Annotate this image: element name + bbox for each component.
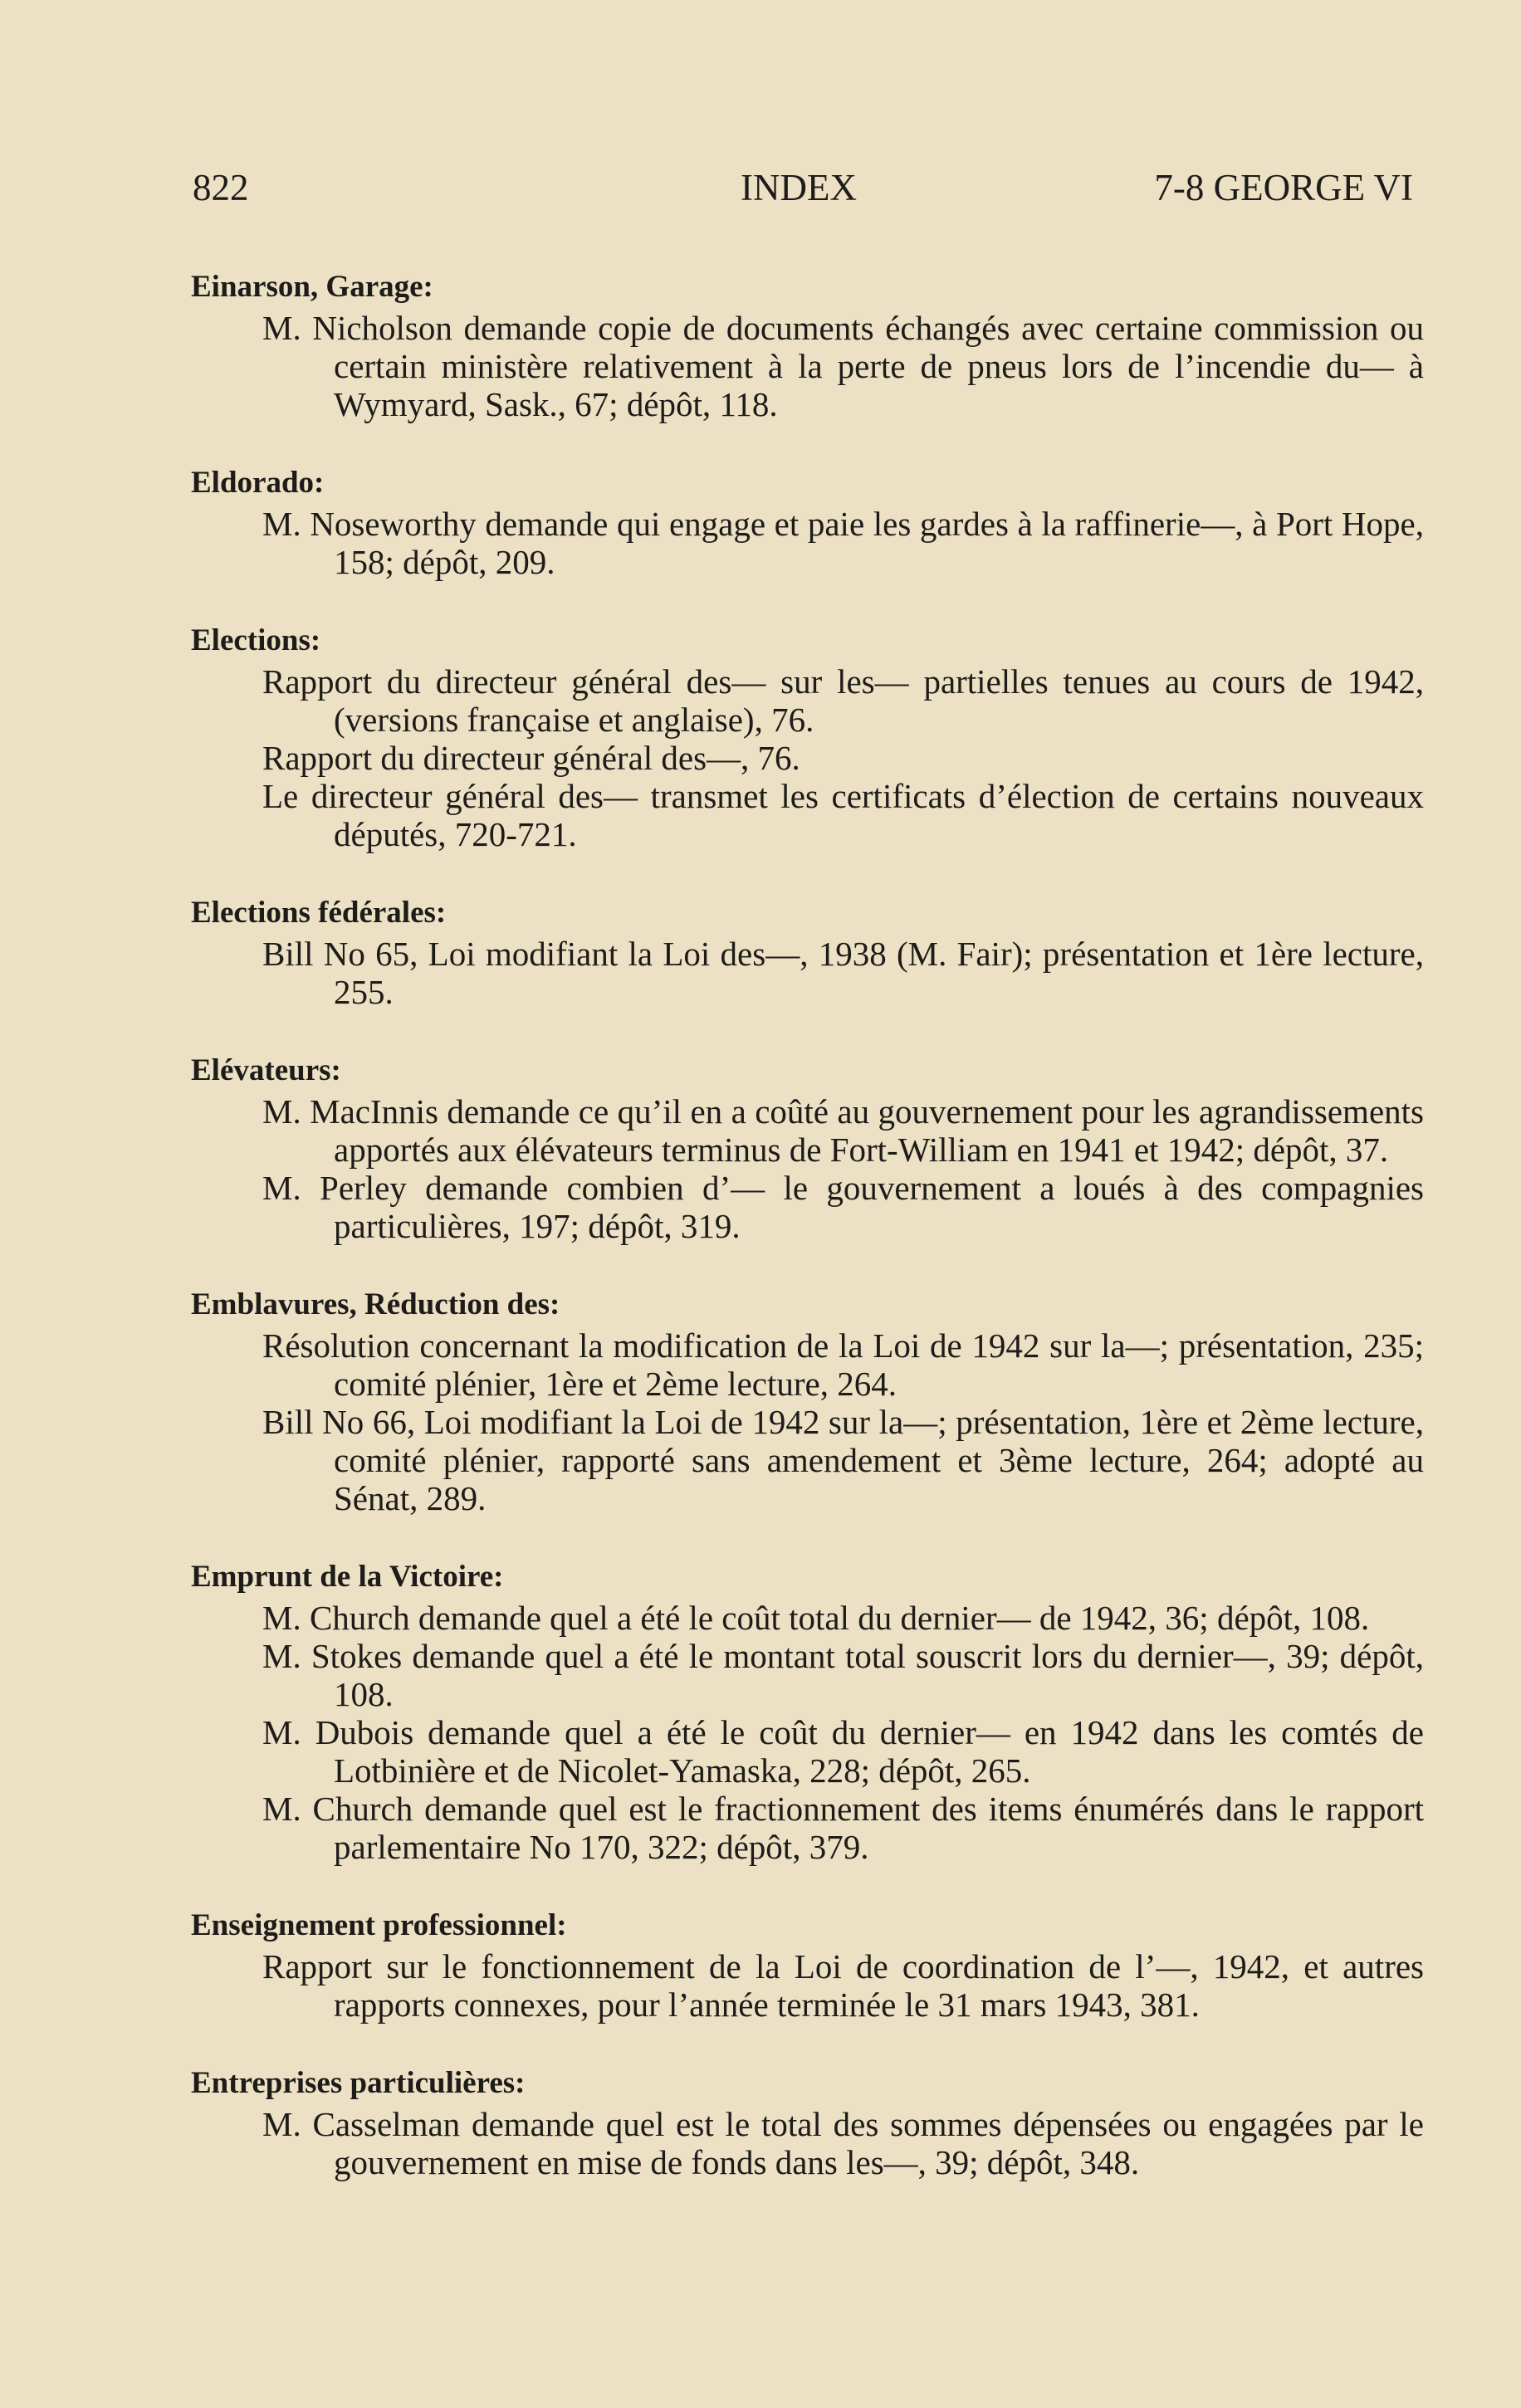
index-entry: M. Perley demande combien d’— le gouvernement a loués à des compagnies particulières, 197; dépôt, 319. — [262, 1169, 1424, 1245]
section-heading: Entreprises particulières: — [191, 2066, 526, 2100]
section-heading: Enseignement professionnel: — [191, 1908, 567, 1942]
index-section — [191, 621, 1424, 853]
section-heading: Elections: — [191, 623, 321, 657]
index-content — [191, 267, 1424, 2221]
section-heading: Emprunt de la Victoire: — [191, 1560, 504, 1594]
index-section — [191, 463, 1424, 581]
index-section — [191, 2064, 1424, 2181]
index-entry: M. Dubois demande quel a été le coût du dernier— en 1942 dans les comtés de Lotbinière et de Nicolet-Yamaska, 228; dépôt, 265. — [262, 1713, 1424, 1790]
index-section — [191, 267, 1424, 423]
index-entry: Rapport sur le fonctionnement de la Loi de coordination de l’—, 1942, et autres rapports connexes, pour l’année terminée le 31 mars 1943, 381. — [262, 1947, 1424, 2024]
index-entry: Bill No 65, Loi modifiant la Loi des—, 1938 (M. Fair); présentation et 1ère lecture, 255. — [262, 935, 1424, 1011]
index-entry: M. Casselman demande quel est le total des sommes dépensées ou engagées par le gouvernement en mise de fonds dans les—, 39; dépôt, 348. — [262, 2105, 1424, 2181]
index-section — [191, 1557, 1424, 1866]
page-title: INDEX — [741, 167, 857, 208]
index-section — [191, 893, 1424, 1011]
index-entry: M. Church demande quel a été le coût total du dernier— de 1942, 36; dépôt, 108. — [262, 1599, 1370, 1637]
section-heading: Eldorado: — [191, 466, 325, 500]
index-entry: Rapport du directeur général des—, 76. — [262, 739, 800, 777]
index-entry: Résolution concernant la modification de la Loi de 1942 sur la—; présentation, 235; comité plénier, 1ère et 2ème lecture, 264. — [262, 1326, 1424, 1403]
index-entry: M. Noseworthy demande qui engage et paie les gardes à la raffinerie—, à Port Hope, 158; dépôt, 209. — [262, 505, 1424, 581]
index-entry: M. Nicholson demande copie de documents échangés avec certaine commission ou certain ministère relativement à la perte de pneus lors de l’incendie du— à Wymyard, Sask., 67; dépôt, 118. — [262, 309, 1424, 423]
index-section — [191, 1051, 1424, 1245]
section-heading: Emblavures, Réduction des: — [191, 1287, 560, 1321]
page-number: 822 — [193, 167, 249, 208]
index-entry: Bill No 66, Loi modifiant la Loi de 1942 sur la—; présentation, 1ère et 2ème lecture, comité plénier, rapporté sans amendement et 3ème lecture, 264; adopté au Sénat, 289. — [262, 1403, 1424, 1517]
session-label: 7-8 GEORGE VI — [1154, 167, 1413, 208]
index-section — [191, 1285, 1424, 1517]
section-heading: Elévateurs: — [191, 1053, 341, 1087]
section-heading: Elections fédérales: — [191, 896, 447, 930]
index-section — [191, 1906, 1424, 2024]
index-entry: Le directeur général des— transmet les certificats d’élection de certains nouveaux députés, 720-721. — [262, 777, 1424, 853]
index-entry: M. MacInnis demande ce qu’il en a coûté au gouvernement pour les agrandissements apportés aux élévateurs terminus de Fort-William en 1941 et 1942; dépôt, 37. — [262, 1092, 1424, 1169]
section-heading: Einarson, Garage: — [191, 270, 433, 304]
index-entry: M. Stokes demande quel a été le montant total souscrit lors du dernier—, 39; dépôt, 108. — [262, 1637, 1424, 1713]
index-entry: M. Church demande quel est le fractionnement des items énumérés dans le rapport parlementaire No 170, 322; dépôt, 379. — [262, 1790, 1424, 1866]
running-head — [193, 163, 1413, 212]
index-entry: Rapport du directeur général des— sur les— partielles tenues au cours de 1942, (versions française et anglaise), 76. — [262, 662, 1424, 739]
